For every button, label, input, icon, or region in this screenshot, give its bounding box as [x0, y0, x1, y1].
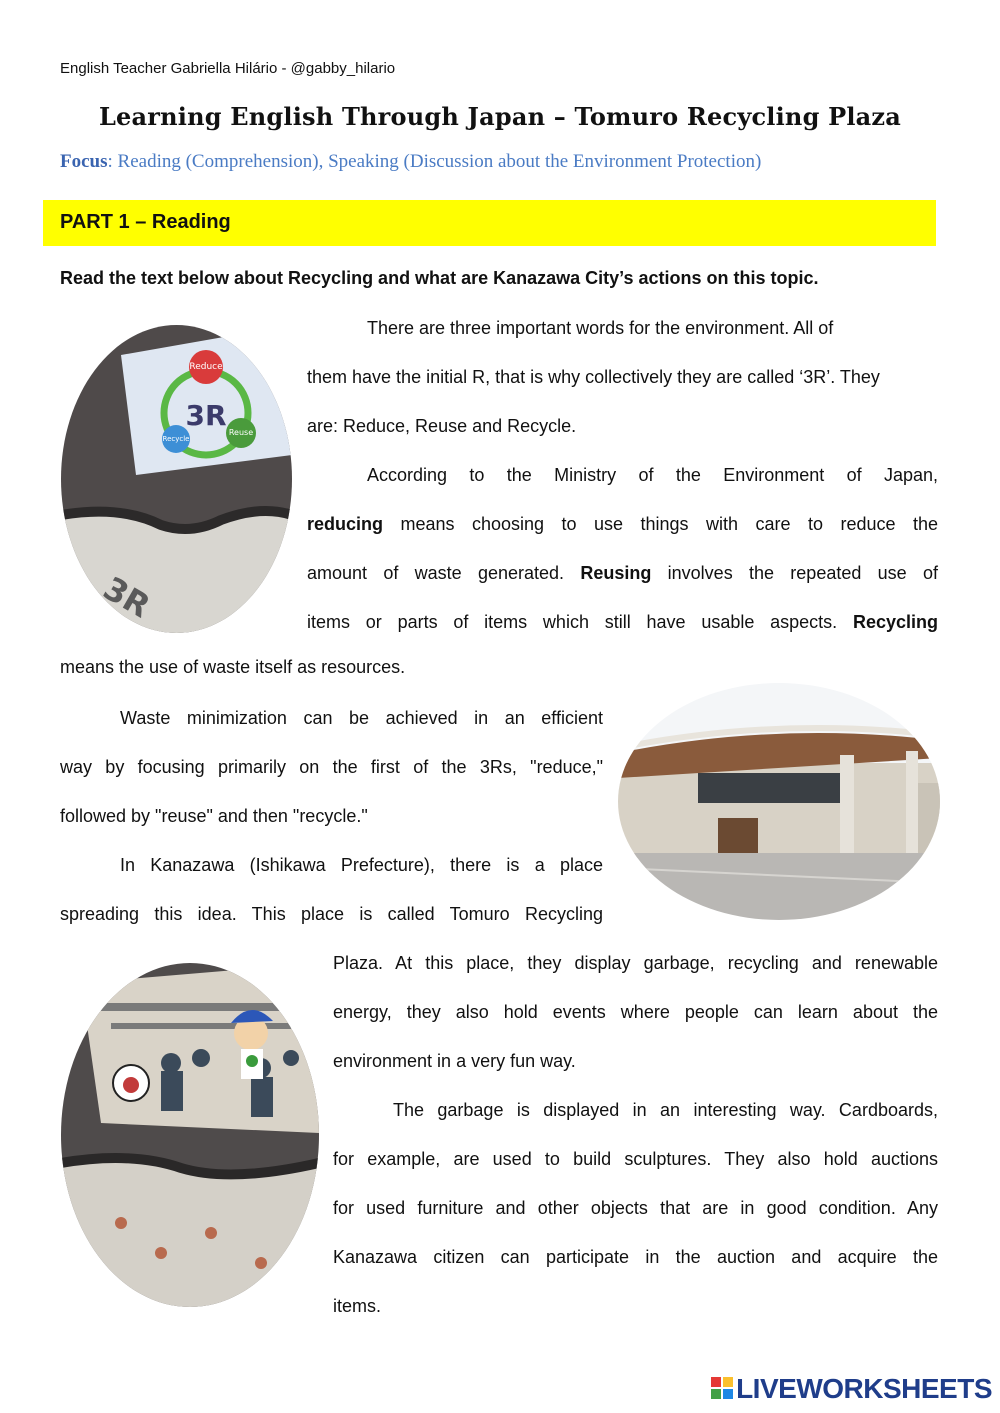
paragraph-5e: items. — [333, 1296, 382, 1316]
paragraph-4e: environment in a very fun way. — [333, 1051, 576, 1071]
paragraph-2c-rest: involves the repeated use of — [651, 563, 938, 583]
paragraph-1a: There are three important words for the environment. All of — [367, 318, 834, 338]
recycle-label: Recycle — [162, 435, 190, 443]
photo-mural-svg — [61, 963, 319, 1307]
paragraph-4d: energy, they also hold events where people can learn about the — [333, 1002, 938, 1022]
focus-text: : Reading (Comprehension), Speaking (Discussion about the Environment Protection) — [107, 151, 762, 172]
instruction: Read the text below about Recycling and what are Kanazawa City’s actions on this topic. — [60, 268, 819, 288]
paragraph-5c: for used furniture and other objects that are in good condition. Any — [333, 1198, 938, 1218]
liveworksheets-logo[interactable] — [711, 1373, 992, 1405]
photo-building-svg — [618, 683, 940, 920]
focus-line — [60, 151, 761, 173]
paragraph-4b: spreading this idea. This place is called Tomuro Recycling — [60, 904, 603, 924]
sign-3r-text: 3R — [185, 399, 227, 432]
paragraph-3a: Waste minimization can be achieved in an efficient — [120, 708, 603, 728]
paragraph-1c: are: Reduce, Reuse and Recycle. — [307, 416, 577, 436]
paragraph-5a: The garbage is displayed in an interesting way. Cardboards, — [393, 1100, 938, 1120]
focus-label: Focus — [60, 151, 108, 172]
photo-3r-display — [61, 325, 292, 633]
bold-reusing: Reusing — [580, 563, 652, 583]
reduce-label: Reduce — [189, 362, 223, 372]
page-title: Learning English Through Japan – Tomuro Recycling Plaza — [98, 102, 902, 131]
liveworksheets-icon — [711, 1376, 733, 1400]
paragraph-4a: In Kanazawa (Ishikawa Prefecture), there is a place — [120, 855, 603, 875]
paragraph-3c: followed by "reuse" and then "recycle." — [60, 806, 368, 826]
text-block-3 — [333, 939, 938, 1331]
paragraph-5b: for example, are used to build sculptures. They also hold auctions — [333, 1149, 938, 1169]
text-block-2 — [60, 694, 603, 939]
photo-3r-svg — [61, 325, 292, 633]
photo-mural-display — [61, 963, 319, 1307]
paragraph-2d-text: items or parts of items which still have usable aspects. — [307, 612, 853, 632]
part-heading-bar — [43, 200, 936, 246]
paragraph-1b: them have the initial R, that is why collectively they are called ‘3R’. They — [307, 367, 880, 387]
bold-reducing: reducing — [307, 514, 384, 534]
paragraph-3b: way by focusing primarily on the first of the 3Rs, "reduce," — [60, 757, 603, 777]
paragraph-4c: Plaza. At this place, they display garbage, recycling and renewable — [333, 953, 938, 973]
logo-text: LIVEWORKSHEETS — [736, 1373, 992, 1404]
paragraph-2b-text: means choosing to use things with care to reduce the — [383, 514, 938, 534]
text-block-1 — [307, 304, 938, 647]
paragraph-2c-text: amount of waste generated. — [307, 563, 581, 583]
reuse-label: Reuse — [228, 428, 254, 437]
paragraph-2c — [307, 549, 938, 598]
floor-3r-text: 3R — [97, 569, 157, 626]
paragraph-2d — [307, 598, 938, 647]
paragraph-5d: Kanazawa citizen can participate in the auction and acquire the — [333, 1247, 938, 1267]
paragraph-2e: means the use of waste itself as resources. — [60, 657, 406, 677]
author-credit: English Teacher Gabriella Hilário - @gabby_hilario — [60, 60, 396, 77]
bold-recycling: Recycling — [852, 612, 938, 632]
photo-recycling-plaza-building — [618, 683, 940, 920]
paragraph-2a: According to the Ministry of the Environment of Japan, — [367, 465, 938, 485]
part-heading: PART 1 – Reading — [60, 211, 231, 233]
paragraph-2b — [307, 500, 938, 549]
